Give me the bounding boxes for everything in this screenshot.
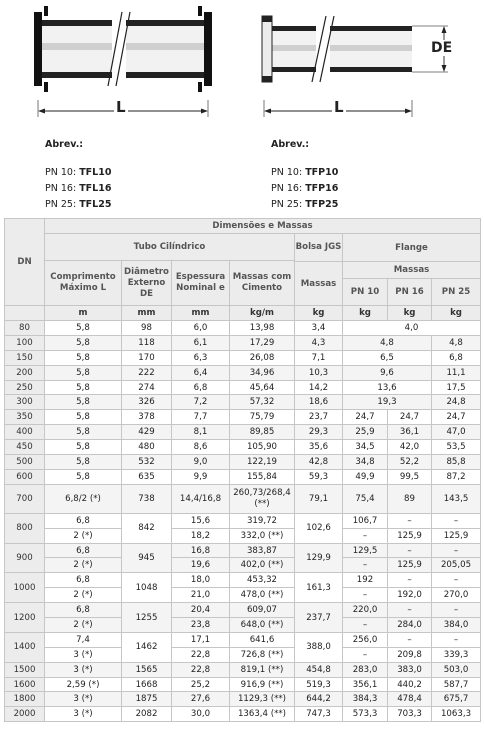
table-row xyxy=(5,350,481,365)
dn-cell: 600 xyxy=(5,469,45,484)
dn-cell: 1500 xyxy=(5,662,45,677)
flange-mass-cell: 4,0 xyxy=(343,321,481,336)
flange-mass-cell: 192 xyxy=(343,573,388,588)
table-cell: 1363,4 (**) xyxy=(230,707,295,722)
flange-mass-cell: 129,5 xyxy=(343,543,388,558)
table-cell: 25,2 xyxy=(172,677,230,692)
dn-cell: 250 xyxy=(5,380,45,395)
table-cell: 478,0 (**) xyxy=(230,588,295,603)
table-cell: 326 xyxy=(122,395,172,410)
table-cell: 5,8 xyxy=(45,321,122,336)
header-tube: Tubo Cilíndrico xyxy=(45,234,295,261)
table-cell: 20,4 xyxy=(172,603,230,618)
flange-mass-cell: 106,7 xyxy=(343,513,388,528)
flange-mass-cell: 220,0 xyxy=(343,603,388,618)
flange-mass-cell: 53,5 xyxy=(432,440,481,455)
pipe-drawings xyxy=(0,0,484,125)
unit-dn xyxy=(5,306,45,321)
table-cell: 6,4 xyxy=(172,365,230,380)
header-pn16: PN 16 xyxy=(388,279,432,306)
table-cell: 402,0 (**) xyxy=(230,558,295,573)
table-cell: 155,84 xyxy=(230,469,295,484)
table-cell: 648,0 (**) xyxy=(230,618,295,633)
dn-cell: 200 xyxy=(5,365,45,380)
table-cell: 6,1 xyxy=(172,335,230,350)
header-espessura: Espessura Nominal e xyxy=(172,261,230,306)
table-cell: 6,8 xyxy=(45,543,122,558)
table-cell: 5,8 xyxy=(45,350,122,365)
flange-mass-cell: – xyxy=(388,632,432,647)
table-row xyxy=(5,707,481,722)
table-cell: 480 xyxy=(122,440,172,455)
table-row xyxy=(5,662,481,677)
table-cell: 429 xyxy=(122,425,172,440)
flange-mass-cell: 13,6 xyxy=(343,380,432,395)
flange-mass-cell: 384,0 xyxy=(432,618,481,633)
table-cell: 842 xyxy=(122,513,172,543)
flange-mass-cell: – xyxy=(343,618,388,633)
unit-cell: kg/m xyxy=(230,306,295,321)
table-cell: 26,08 xyxy=(230,350,295,365)
table-cell: 5,8 xyxy=(45,335,122,350)
header-dn: DN xyxy=(5,219,45,306)
table-row xyxy=(5,410,481,425)
table-cell: 2 (*) xyxy=(45,528,122,543)
table-cell: 388,0 xyxy=(295,632,343,662)
unit-cell: kg xyxy=(388,306,432,321)
dn-cell: 1200 xyxy=(5,603,45,633)
table-cell: 59,3 xyxy=(295,469,343,484)
table-cell: 89,85 xyxy=(230,425,295,440)
table-row xyxy=(5,513,481,528)
table-cell: 7,2 xyxy=(172,395,230,410)
dn-cell: 450 xyxy=(5,440,45,455)
table-cell: 17,29 xyxy=(230,335,295,350)
flange-mass-cell: – xyxy=(388,513,432,528)
table-cell: 4,3 xyxy=(295,335,343,350)
flange-mass-cell: 192,0 xyxy=(388,588,432,603)
table-cell: 2 (*) xyxy=(45,558,122,573)
flange-mass-cell: 24,7 xyxy=(432,410,481,425)
table-cell: 3 (*) xyxy=(45,692,122,707)
table-cell: 102,6 xyxy=(295,513,343,543)
table-row xyxy=(5,588,481,603)
table-cell: 8,1 xyxy=(172,425,230,440)
table-cell: 3 (*) xyxy=(45,707,122,722)
table-cell: 2 (*) xyxy=(45,588,122,603)
header-diametro: Diâmetro Externo DE xyxy=(122,261,172,306)
table-row xyxy=(5,603,481,618)
table-cell: 916,9 (**) xyxy=(230,677,295,692)
table-cell: 5,8 xyxy=(45,440,122,455)
header-pn10: PN 10 xyxy=(343,279,388,306)
table-body xyxy=(5,321,481,722)
flange-mass-cell: 503,0 xyxy=(432,662,481,677)
flange-mass-cell: – xyxy=(343,647,388,662)
table-cell: 22,8 xyxy=(172,647,230,662)
table-cell: 17,1 xyxy=(172,632,230,647)
flange-mass-cell: – xyxy=(432,543,481,558)
table-cell: 6,8 xyxy=(172,380,230,395)
table-cell: 10,3 xyxy=(295,365,343,380)
table-cell: 5,8 xyxy=(45,380,122,395)
flange-mass-cell: 587,7 xyxy=(432,677,481,692)
table-row xyxy=(5,543,481,558)
table-cell: 3 (*) xyxy=(45,647,122,662)
table-cell: 6,3 xyxy=(172,350,230,365)
table-cell: 726,8 (**) xyxy=(230,647,295,662)
length-label-right: L xyxy=(334,98,344,116)
table-row xyxy=(5,455,481,470)
flange-mass-cell: – xyxy=(343,588,388,603)
header-flange: Flange xyxy=(343,234,481,262)
flange-mass-cell: 85,8 xyxy=(432,455,481,470)
dn-cell: 800 xyxy=(5,513,45,543)
flange-mass-cell: – xyxy=(388,603,432,618)
abbrev-line: PN 16: TFP16 xyxy=(271,183,339,194)
table-cell: 5,8 xyxy=(45,395,122,410)
table-cell: 13,98 xyxy=(230,321,295,336)
flange-mass-cell: 125,9 xyxy=(388,528,432,543)
flange-mass-cell: 440,2 xyxy=(388,677,432,692)
table-cell: 23,7 xyxy=(295,410,343,425)
table-cell: 1048 xyxy=(122,573,172,603)
flange-mass-cell: – xyxy=(432,632,481,647)
table-cell: 747,3 xyxy=(295,707,343,722)
flange-mass-cell: 4,8 xyxy=(343,335,432,350)
header-comprimento: Comprimento Máximo L xyxy=(45,261,122,306)
table-cell: 635 xyxy=(122,469,172,484)
table-cell: 8,6 xyxy=(172,440,230,455)
flange-mass-cell: 75,4 xyxy=(343,484,388,513)
table-cell: 945 xyxy=(122,543,172,573)
table-cell: 27,6 xyxy=(172,692,230,707)
table-cell: 35,6 xyxy=(295,440,343,455)
abbreviations-heading: Abrev.: xyxy=(271,139,310,150)
header-massas-bolsa: Massas xyxy=(295,262,343,306)
flange-mass-cell: 34,5 xyxy=(343,440,388,455)
table-cell: 21,0 xyxy=(172,588,230,603)
table-cell: 6,8 xyxy=(45,603,122,618)
table-cell: 5,8 xyxy=(45,365,122,380)
flange-mass-cell: 675,7 xyxy=(432,692,481,707)
table-cell: 274 xyxy=(122,380,172,395)
flange-mass-cell: – xyxy=(343,528,388,543)
table-row xyxy=(5,425,481,440)
table-cell: 129,9 xyxy=(295,543,343,573)
header-pn25: PN 25 xyxy=(432,279,481,306)
abbrev-line: PN 25: TFL25 xyxy=(45,199,112,210)
header-dimensions: Dimensões e Massas xyxy=(45,219,481,234)
table-cell: 383,87 xyxy=(230,543,295,558)
table-row xyxy=(5,484,481,513)
table-row xyxy=(5,677,481,692)
table-row xyxy=(5,365,481,380)
table-cell: 2 (*) xyxy=(45,618,122,633)
table-row xyxy=(5,692,481,707)
flange-mass-cell: 6,5 xyxy=(343,350,432,365)
table-cell: 2082 xyxy=(122,707,172,722)
abbreviations-flanged xyxy=(45,137,111,213)
table-cell: 3 (*) xyxy=(45,662,122,677)
table-cell: 453,32 xyxy=(230,573,295,588)
table-cell: 1565 xyxy=(122,662,172,677)
table-cell: 738 xyxy=(122,484,172,513)
dn-cell: 700 xyxy=(5,484,45,513)
table-cell: 98 xyxy=(122,321,172,336)
unit-cell: m xyxy=(45,306,122,321)
table-cell: 2,59 (*) xyxy=(45,677,122,692)
table-cell: 14,4/16,8 xyxy=(172,484,230,513)
header-massas-cimento: Massas com Cimento xyxy=(230,261,295,306)
dn-cell: 1000 xyxy=(5,573,45,603)
flange-mass-cell: – xyxy=(343,558,388,573)
flange-mass-cell: 1063,3 xyxy=(432,707,481,722)
flange-mass-cell: 143,5 xyxy=(432,484,481,513)
flange-mass-cell: 125,9 xyxy=(388,558,432,573)
table-cell: 222 xyxy=(122,365,172,380)
table-cell: 5,8 xyxy=(45,410,122,425)
table-cell: 18,2 xyxy=(172,528,230,543)
table-row xyxy=(5,558,481,573)
table-cell: 42,8 xyxy=(295,455,343,470)
unit-cell: kg xyxy=(343,306,388,321)
table-cell: 332,0 (**) xyxy=(230,528,295,543)
flange-mass-cell: 17,5 xyxy=(432,380,481,395)
dn-cell: 2000 xyxy=(5,707,45,722)
table-cell: 1462 xyxy=(122,632,172,662)
table-cell: 34,96 xyxy=(230,365,295,380)
table-cell: 6,8/2 (*) xyxy=(45,484,122,513)
table-cell: 454,8 xyxy=(295,662,343,677)
flange-mass-cell: 356,1 xyxy=(343,677,388,692)
table-row xyxy=(5,469,481,484)
table-cell: 641,6 xyxy=(230,632,295,647)
flange-mass-cell: 87,2 xyxy=(432,469,481,484)
dn-cell: 80 xyxy=(5,321,45,336)
plain-pipe-drawing-right xyxy=(262,16,448,117)
table-cell: 9,9 xyxy=(172,469,230,484)
table-cell: 9,0 xyxy=(172,455,230,470)
units-row xyxy=(5,306,481,321)
table-cell: 519,3 xyxy=(295,677,343,692)
dn-cell: 1600 xyxy=(5,677,45,692)
dn-cell: 1400 xyxy=(5,632,45,662)
flange-mass-cell: 205,05 xyxy=(432,558,481,573)
table-cell: 1129,3 (**) xyxy=(230,692,295,707)
unit-cell: mm xyxy=(172,306,230,321)
flange-mass-cell: 89 xyxy=(388,484,432,513)
flange-mass-cell: – xyxy=(388,573,432,588)
flange-mass-cell: 19,3 xyxy=(343,395,432,410)
flange-mass-cell: 703,3 xyxy=(388,707,432,722)
table-cell: 105,90 xyxy=(230,440,295,455)
table-cell: 16,8 xyxy=(172,543,230,558)
table-cell: 3,4 xyxy=(295,321,343,336)
dn-cell: 100 xyxy=(5,335,45,350)
table-cell: 1875 xyxy=(122,692,172,707)
table-cell: 18,0 xyxy=(172,573,230,588)
flange-mass-cell: 270,0 xyxy=(432,588,481,603)
table-cell: 7,1 xyxy=(295,350,343,365)
table-row xyxy=(5,395,481,410)
flange-mass-cell: 34,8 xyxy=(343,455,388,470)
flange-mass-cell: 383,0 xyxy=(388,662,432,677)
table-row xyxy=(5,573,481,588)
flange-mass-cell: 42,0 xyxy=(388,440,432,455)
flange-mass-cell: 49,9 xyxy=(343,469,388,484)
flange-mass-cell: 478,4 xyxy=(388,692,432,707)
flange-mass-cell: 209,8 xyxy=(388,647,432,662)
flange-mass-cell: 283,0 xyxy=(343,662,388,677)
table-cell: 5,8 xyxy=(45,469,122,484)
flange-mass-cell: 47,0 xyxy=(432,425,481,440)
table-cell: 378 xyxy=(122,410,172,425)
table-cell: 6,0 xyxy=(172,321,230,336)
header-bolsa: Bolsa JGS xyxy=(295,234,343,262)
flange-mass-cell: 573,3 xyxy=(343,707,388,722)
table-cell: 644,2 xyxy=(295,692,343,707)
flange-mass-cell: 24,7 xyxy=(343,410,388,425)
dn-cell: 300 xyxy=(5,395,45,410)
table-row xyxy=(5,335,481,350)
flange-mass-cell: 339,3 xyxy=(432,647,481,662)
abbreviations-plain xyxy=(271,137,338,213)
dn-cell: 1800 xyxy=(5,692,45,707)
table-cell: 29,3 xyxy=(295,425,343,440)
dn-cell: 500 xyxy=(5,455,45,470)
abbrev-line: PN 16: TFL16 xyxy=(45,183,112,194)
abbrev-line: PN 25: TFP25 xyxy=(271,199,339,210)
flange-mass-cell: 11,1 xyxy=(432,365,481,380)
table-cell: 319,72 xyxy=(230,513,295,528)
table-cell: 5,8 xyxy=(45,455,122,470)
table-cell: 79,1 xyxy=(295,484,343,513)
header-massas-flange: Massas xyxy=(343,262,481,279)
table-cell: 6,8 xyxy=(45,513,122,528)
table-cell: 161,3 xyxy=(295,573,343,603)
flange-mass-cell: 36,1 xyxy=(388,425,432,440)
diameter-label-right: DE xyxy=(431,40,453,56)
table-cell: 22,8 xyxy=(172,662,230,677)
table-row xyxy=(5,647,481,662)
length-label-left: L xyxy=(116,98,126,116)
flange-mass-cell: 256,0 xyxy=(343,632,388,647)
unit-cell: kg xyxy=(432,306,481,321)
table-cell: 14,2 xyxy=(295,380,343,395)
table-row xyxy=(5,380,481,395)
table-cell: 30,0 xyxy=(172,707,230,722)
table-cell: 5,8 xyxy=(45,425,122,440)
flange-mass-cell: – xyxy=(432,573,481,588)
flange-mass-cell: 6,8 xyxy=(432,350,481,365)
unit-cell: mm xyxy=(122,306,172,321)
table-cell: 170 xyxy=(122,350,172,365)
dn-cell: 900 xyxy=(5,543,45,573)
flange-mass-cell: 24,8 xyxy=(432,395,481,410)
table-cell: 75,79 xyxy=(230,410,295,425)
flange-mass-cell: 25,9 xyxy=(343,425,388,440)
flange-mass-cell: – xyxy=(388,543,432,558)
table-cell: 1668 xyxy=(122,677,172,692)
dn-cell: 150 xyxy=(5,350,45,365)
table-cell: 532 xyxy=(122,455,172,470)
table-cell: 122,19 xyxy=(230,455,295,470)
table-cell: 609,07 xyxy=(230,603,295,618)
table-cell: 6,8 xyxy=(45,573,122,588)
dimensions-table xyxy=(4,218,481,722)
abbreviations-heading: Abrev.: xyxy=(45,139,84,150)
flange-mass-cell: 52,2 xyxy=(388,455,432,470)
abbrev-line: PN 10: TFL10 xyxy=(45,167,112,178)
table-row xyxy=(5,632,481,647)
table-cell: 237,7 xyxy=(295,603,343,633)
table-cell: 18,6 xyxy=(295,395,343,410)
flange-mass-cell: 99,5 xyxy=(388,469,432,484)
table-cell: 118 xyxy=(122,335,172,350)
flange-mass-cell: 9,6 xyxy=(343,365,432,380)
table-row xyxy=(5,321,481,336)
dn-cell: 350 xyxy=(5,410,45,425)
flange-mass-cell: 4,8 xyxy=(432,335,481,350)
table-row xyxy=(5,440,481,455)
flange-mass-cell: 125,9 xyxy=(432,528,481,543)
table-cell: 819,1 (**) xyxy=(230,662,295,677)
table-row xyxy=(5,618,481,633)
flange-mass-cell: 284,0 xyxy=(388,618,432,633)
table-row xyxy=(5,528,481,543)
flange-mass-cell: – xyxy=(432,603,481,618)
abbrev-line: PN 10: TFP10 xyxy=(271,167,339,178)
table-cell: 7,7 xyxy=(172,410,230,425)
table-cell: 19,6 xyxy=(172,558,230,573)
table-cell: 15,6 xyxy=(172,513,230,528)
table-cell: 260,73/268,4 (**) xyxy=(230,484,295,513)
table-cell: 45,64 xyxy=(230,380,295,395)
flange-mass-cell: 384,3 xyxy=(343,692,388,707)
flange-mass-cell: – xyxy=(432,513,481,528)
table-cell: 7,4 xyxy=(45,632,122,647)
flange-mass-cell: 24,7 xyxy=(388,410,432,425)
table-cell: 1255 xyxy=(122,603,172,633)
dn-cell: 400 xyxy=(5,425,45,440)
unit-cell: kg xyxy=(295,306,343,321)
table-cell: 57,32 xyxy=(230,395,295,410)
table-cell: 23,8 xyxy=(172,618,230,633)
